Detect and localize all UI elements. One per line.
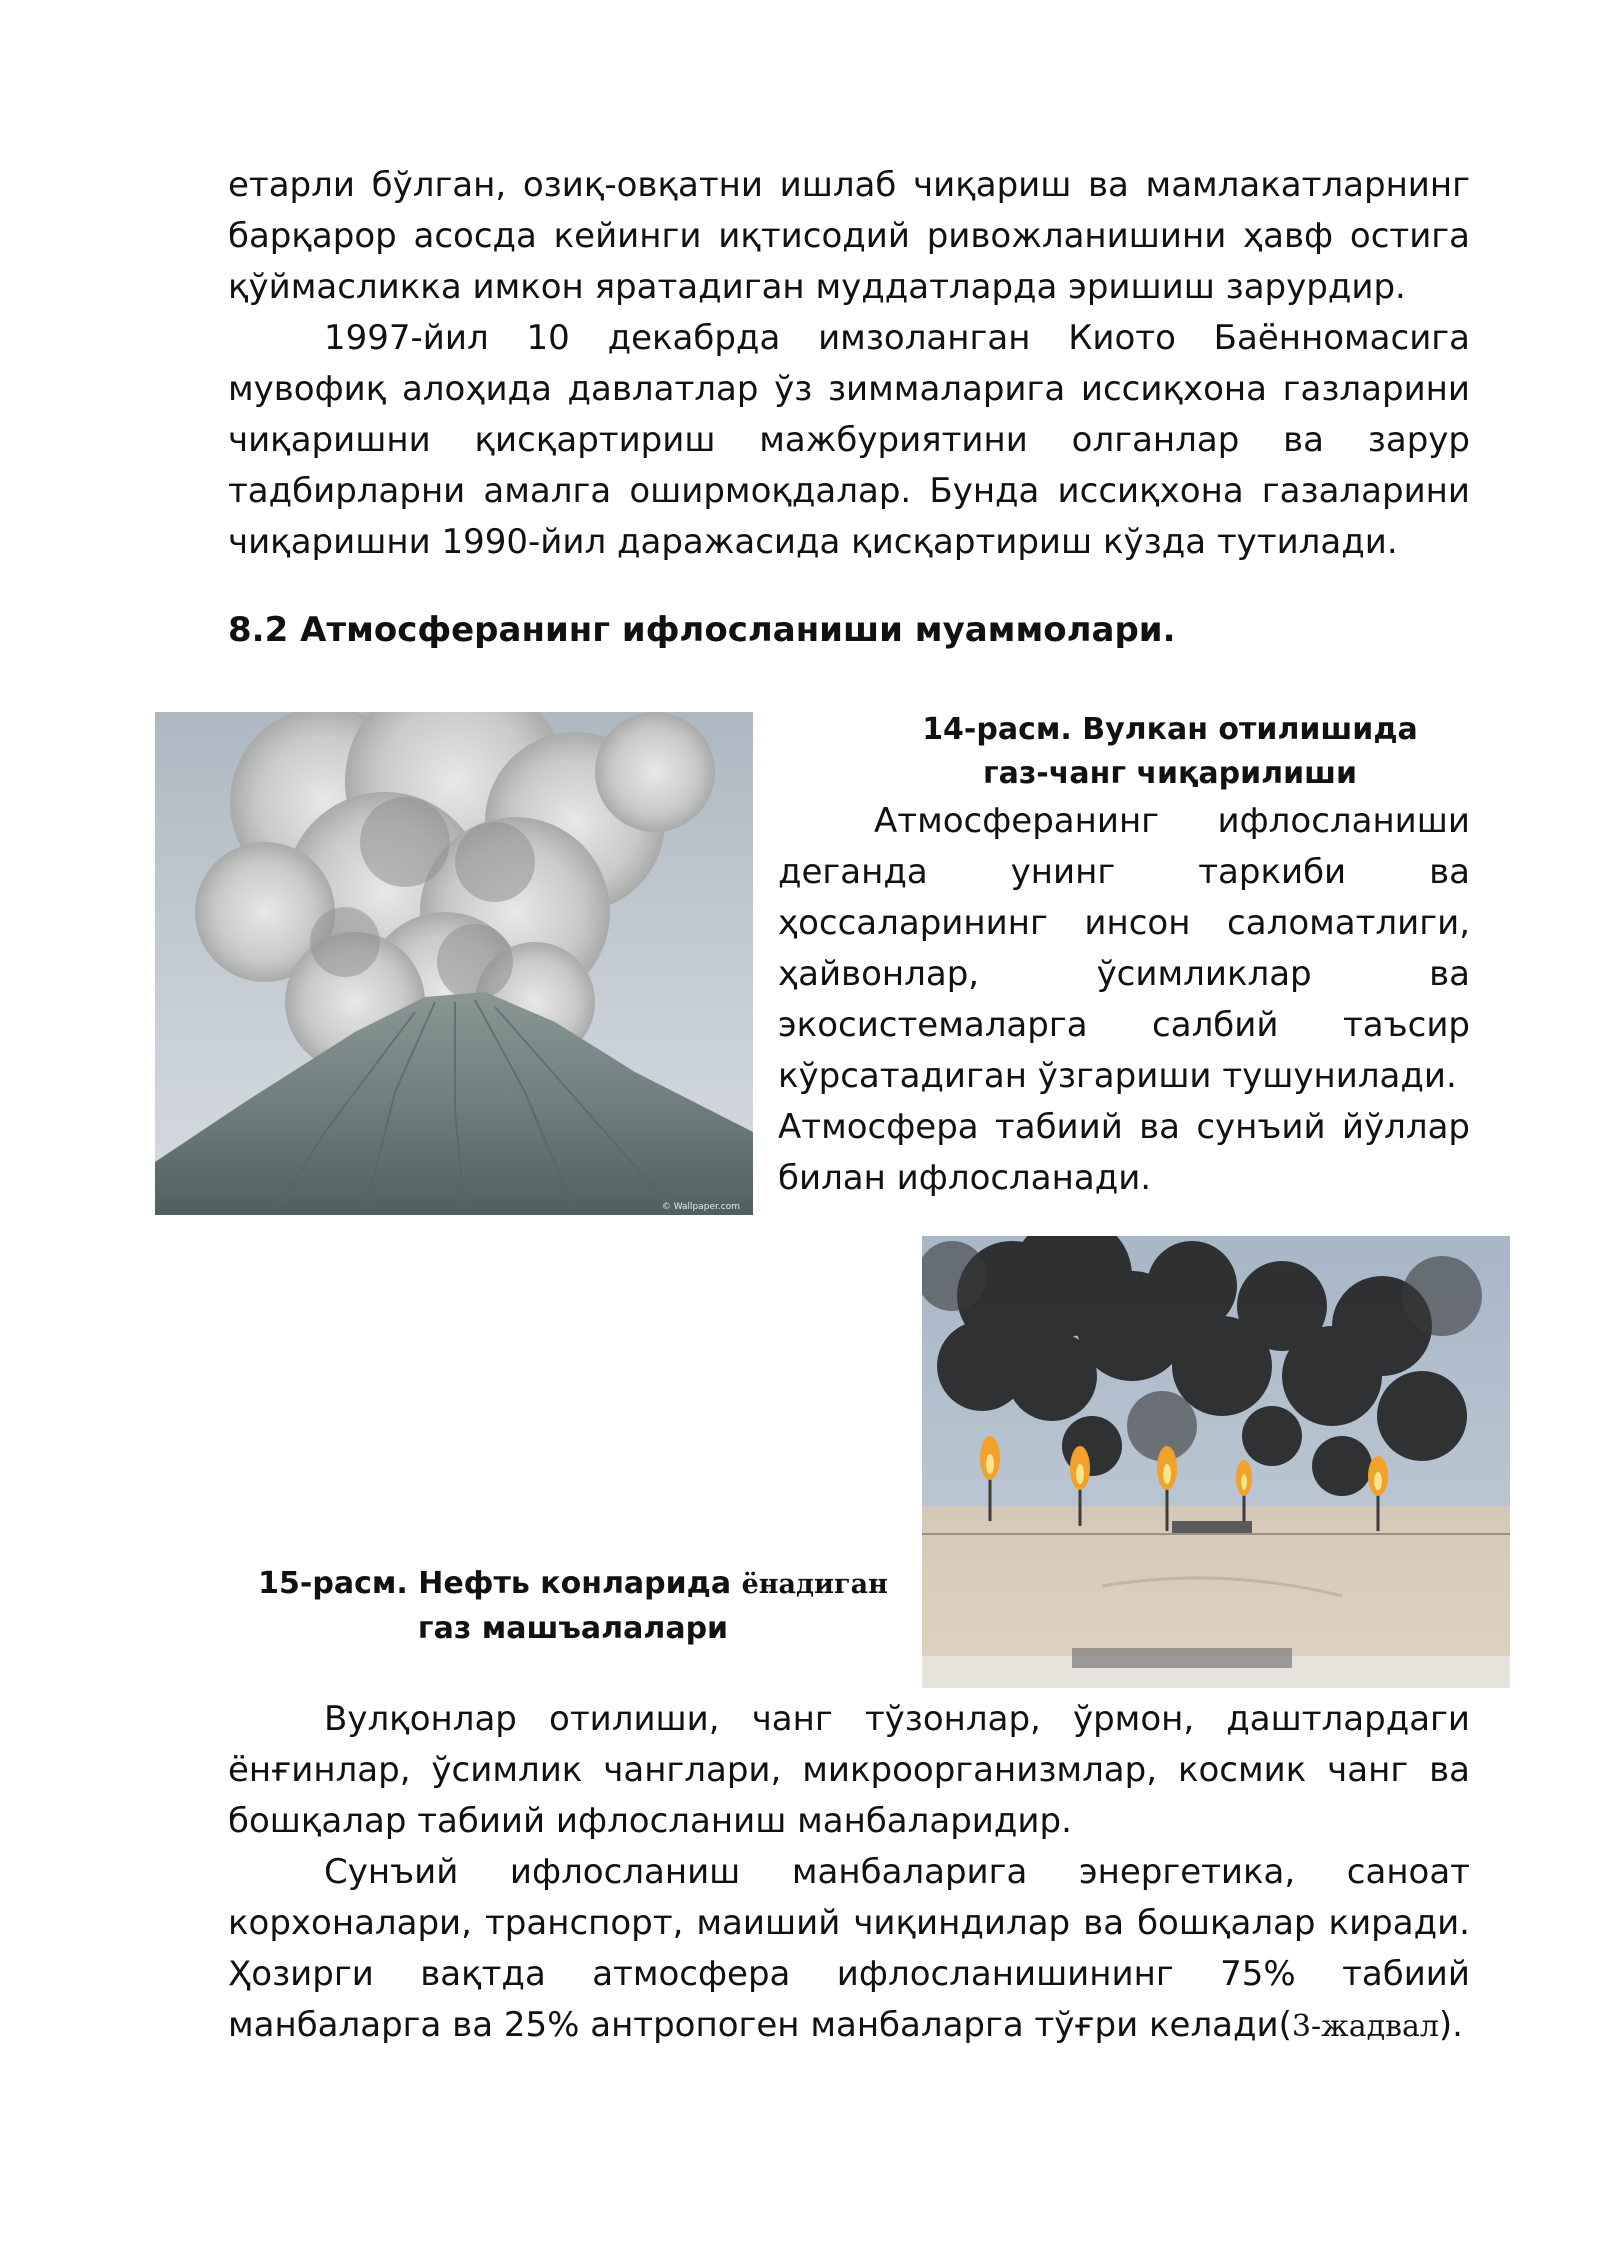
figure-15-caption-line1: 15-расм. Нефть конларида ёнадиган bbox=[258, 1566, 888, 1601]
paragraph-atmosphere-first: Атмосферанинг ифлосланиши деганда унинг таркиби ва ҳоссаларининг инсон саломатлиги, ҳайвонлар, ўсимликлар ва экосистемаларга салбий таъсир кўрсатадиган ўзгариши тушунилади. bbox=[778, 801, 1470, 1096]
figure-15-caption bbox=[228, 1562, 918, 1651]
photo-watermark: © Wallpaper.com bbox=[661, 1202, 740, 1212]
paragraph-intro: етарли бўлган, озиқ-овқатни ишлаб чиқариш ва мамлакатларнинг барқарор асосда кейинги иқтисодий ривожланишини ҳавф остига қўймасликка имкон яратадиган муддатларда эришиш зарурдир. bbox=[228, 165, 1470, 307]
figure-14-caption bbox=[870, 708, 1470, 796]
paragraph-atmosphere-definition bbox=[778, 796, 1470, 1204]
table-reference: 3-жадвал bbox=[1291, 2009, 1439, 2044]
paragraph-atmosphere-second: Атмосфера табиий ва сунъий йўллар билан ифлосланади. bbox=[778, 1107, 1470, 1198]
figure-14-caption-line1: 14-расм. Вулкан отилишида bbox=[922, 712, 1418, 747]
figure-14-caption-line2: газ-чанг чиқарилиши bbox=[982, 756, 1358, 791]
oil-field-gas-flares-photo bbox=[922, 1236, 1510, 1688]
paragraph-natural-sources: Вулқонлар отилиши, чанг тўзонлар, ўрмон, даштлардаги ёнғинлар, ўсимлик чанглари, микроорганизмлар, космик чанг ва бошқалар табиий ифлосланиш манбаларидир. bbox=[228, 1699, 1470, 1841]
volcano-eruption-photo bbox=[155, 712, 753, 1215]
section-heading: 8.2 Атмосферанинг ифлосланиши муаммолари. bbox=[228, 610, 1176, 650]
paragraph-artificial-sources: Сунъий ифлосланиш манбаларига энергетика, саноат корхоналари, транспорт, маиший чиқиндилар ва бошқалар киради. Ҳозирги вақтда атмосфера ифлосланишининг 75% табиий манбаларга ва 25% антропоген манбаларга тўғри келади(3-жадвал). bbox=[228, 1852, 1470, 2045]
figure-15-caption-line2: газ машъалалари bbox=[417, 1611, 729, 1646]
paragraph-kyoto: 1997-йил 10 декабрда имзоланган Киото Баённомасига мувофиқ алоҳида давлатлар ўз зиммаларига иссиқхона газларини чиқаришни қисқартириш мажбуриятини олганлар ва зарур тадбирларни амалга оширмоқдалар. Бунда иссиқхона газаларини чиқаришни 1990-йил даражасида қисқартириш кўзда тутилади. bbox=[228, 318, 1470, 562]
